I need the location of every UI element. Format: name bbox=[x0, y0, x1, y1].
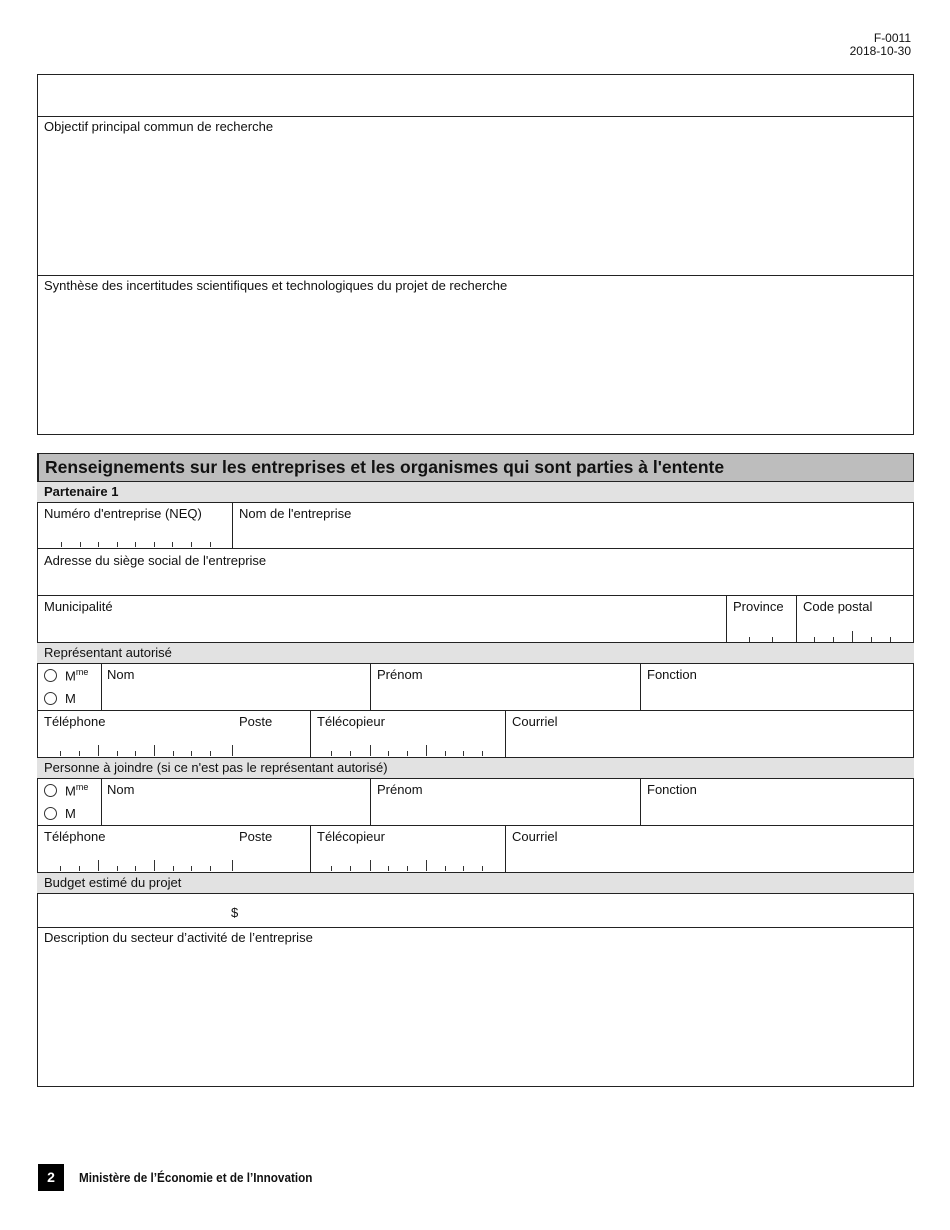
partner-band bbox=[37, 481, 914, 503]
rep-m-label: M bbox=[65, 691, 76, 706]
top-blank-field[interactable] bbox=[38, 75, 913, 116]
contact-poste-field[interactable] bbox=[234, 845, 308, 871]
form-code-block bbox=[850, 32, 911, 58]
rep-nom-field[interactable] bbox=[103, 683, 368, 709]
form-date: 2018-10-30 bbox=[849, 44, 911, 58]
province-ticks bbox=[728, 632, 794, 642]
rep-m-radio[interactable] bbox=[44, 692, 57, 705]
rep-fonction-label: Fonction bbox=[647, 667, 697, 682]
divider bbox=[640, 663, 641, 711]
contact-poste-label: Poste bbox=[239, 829, 273, 844]
divider bbox=[37, 710, 914, 711]
divider bbox=[310, 710, 311, 757]
page-number: 2 bbox=[38, 1164, 64, 1191]
ministry-name: Ministère de l’Économie et de l’Innovation bbox=[79, 1170, 313, 1185]
contact-telephone-ticks bbox=[40, 861, 235, 871]
synthesis-label: Synthèse des incertitudes scientifiques et technologiques du projet de recherche bbox=[44, 278, 508, 293]
contact-fonction-label: Fonction bbox=[647, 782, 697, 797]
rep-prenom-field[interactable] bbox=[372, 683, 638, 709]
address-field[interactable] bbox=[40, 569, 912, 594]
rep-nom-label: Nom bbox=[107, 667, 135, 682]
partner-label: Partenaire 1 bbox=[44, 484, 119, 499]
divider bbox=[37, 595, 914, 596]
rep-telephone-ticks bbox=[40, 746, 235, 756]
rep-prenom-label: Prénom bbox=[377, 667, 423, 682]
divider bbox=[37, 825, 914, 826]
postal-label: Code postal bbox=[803, 599, 873, 614]
contact-telephone-label: Téléphone bbox=[44, 829, 106, 844]
divider bbox=[310, 825, 311, 872]
divider bbox=[37, 275, 914, 276]
rep-email-field[interactable] bbox=[507, 730, 912, 756]
rep-telephone-label: Téléphone bbox=[44, 714, 106, 729]
objective-field[interactable] bbox=[38, 136, 913, 274]
contact-nom-field[interactable] bbox=[103, 798, 368, 824]
sector-field[interactable] bbox=[40, 948, 912, 1084]
contact-prenom-label: Prénom bbox=[377, 782, 423, 797]
rep-fonction-field[interactable] bbox=[642, 683, 912, 709]
rep-mme-radio[interactable] bbox=[44, 669, 57, 682]
contact-email-label: Courriel bbox=[512, 829, 558, 844]
company-name-label: Nom de l'entreprise bbox=[239, 506, 352, 521]
divider bbox=[101, 778, 102, 826]
contact-nom-label: Nom bbox=[107, 782, 135, 797]
contact-prenom-field[interactable] bbox=[372, 798, 638, 824]
section-title: Renseignements sur les entreprises et les organismes qui sont parties à l'entente bbox=[38, 453, 914, 482]
divider bbox=[796, 595, 797, 643]
contact-email-field[interactable] bbox=[507, 845, 912, 871]
budget-field[interactable] bbox=[40, 896, 228, 924]
contact-fonction-field[interactable] bbox=[642, 798, 912, 824]
sector-label: Description du secteur d’activité de l’entreprise bbox=[44, 930, 313, 945]
province-label: Province bbox=[733, 599, 784, 614]
budget-band-label: Budget estimé du projet bbox=[44, 875, 182, 890]
contact-mme-radio[interactable] bbox=[44, 784, 57, 797]
divider bbox=[37, 116, 914, 117]
form-code: F-0011 bbox=[873, 31, 911, 45]
divider bbox=[370, 663, 371, 711]
rep-fax-label: Télécopieur bbox=[317, 714, 385, 729]
rep-poste-label: Poste bbox=[239, 714, 273, 729]
divider bbox=[37, 548, 914, 549]
address-label: Adresse du siège social de l'entreprise bbox=[44, 553, 267, 568]
municipality-label: Municipalité bbox=[44, 599, 113, 614]
contact-fax-label: Télécopieur bbox=[317, 829, 385, 844]
rep-fax-ticks bbox=[312, 746, 503, 756]
divider bbox=[101, 663, 102, 711]
contact-band-label: Personne à joindre (si ce n'est pas le représentant autorisé) bbox=[44, 760, 388, 775]
divider bbox=[505, 825, 506, 872]
rep-band-label: Représentant autorisé bbox=[44, 645, 172, 660]
rep-poste-field[interactable] bbox=[234, 730, 308, 756]
rep-mme-label: $M^{me}$ bbox=[65, 667, 89, 684]
divider bbox=[640, 778, 641, 826]
postal-ticks bbox=[798, 632, 912, 642]
divider bbox=[505, 710, 506, 757]
neq-ticks bbox=[40, 537, 230, 547]
municipality-field[interactable] bbox=[40, 615, 724, 641]
company-name-field[interactable] bbox=[234, 522, 912, 547]
rep-email-label: Courriel bbox=[512, 714, 558, 729]
neq-label: Numéro d'entreprise (NEQ) bbox=[44, 506, 202, 521]
contact-m-label: M bbox=[65, 806, 76, 821]
synthesis-field[interactable] bbox=[38, 295, 913, 434]
contact-mme-label: $M^{me}$ bbox=[65, 782, 89, 799]
divider bbox=[37, 927, 914, 928]
divider bbox=[726, 595, 727, 643]
divider bbox=[232, 502, 233, 549]
contact-fax-ticks bbox=[312, 861, 503, 871]
contact-m-radio[interactable] bbox=[44, 807, 57, 820]
objective-label: Objectif principal commun de recherche bbox=[44, 119, 274, 134]
divider bbox=[370, 778, 371, 826]
currency-symbol: $ bbox=[231, 905, 239, 920]
